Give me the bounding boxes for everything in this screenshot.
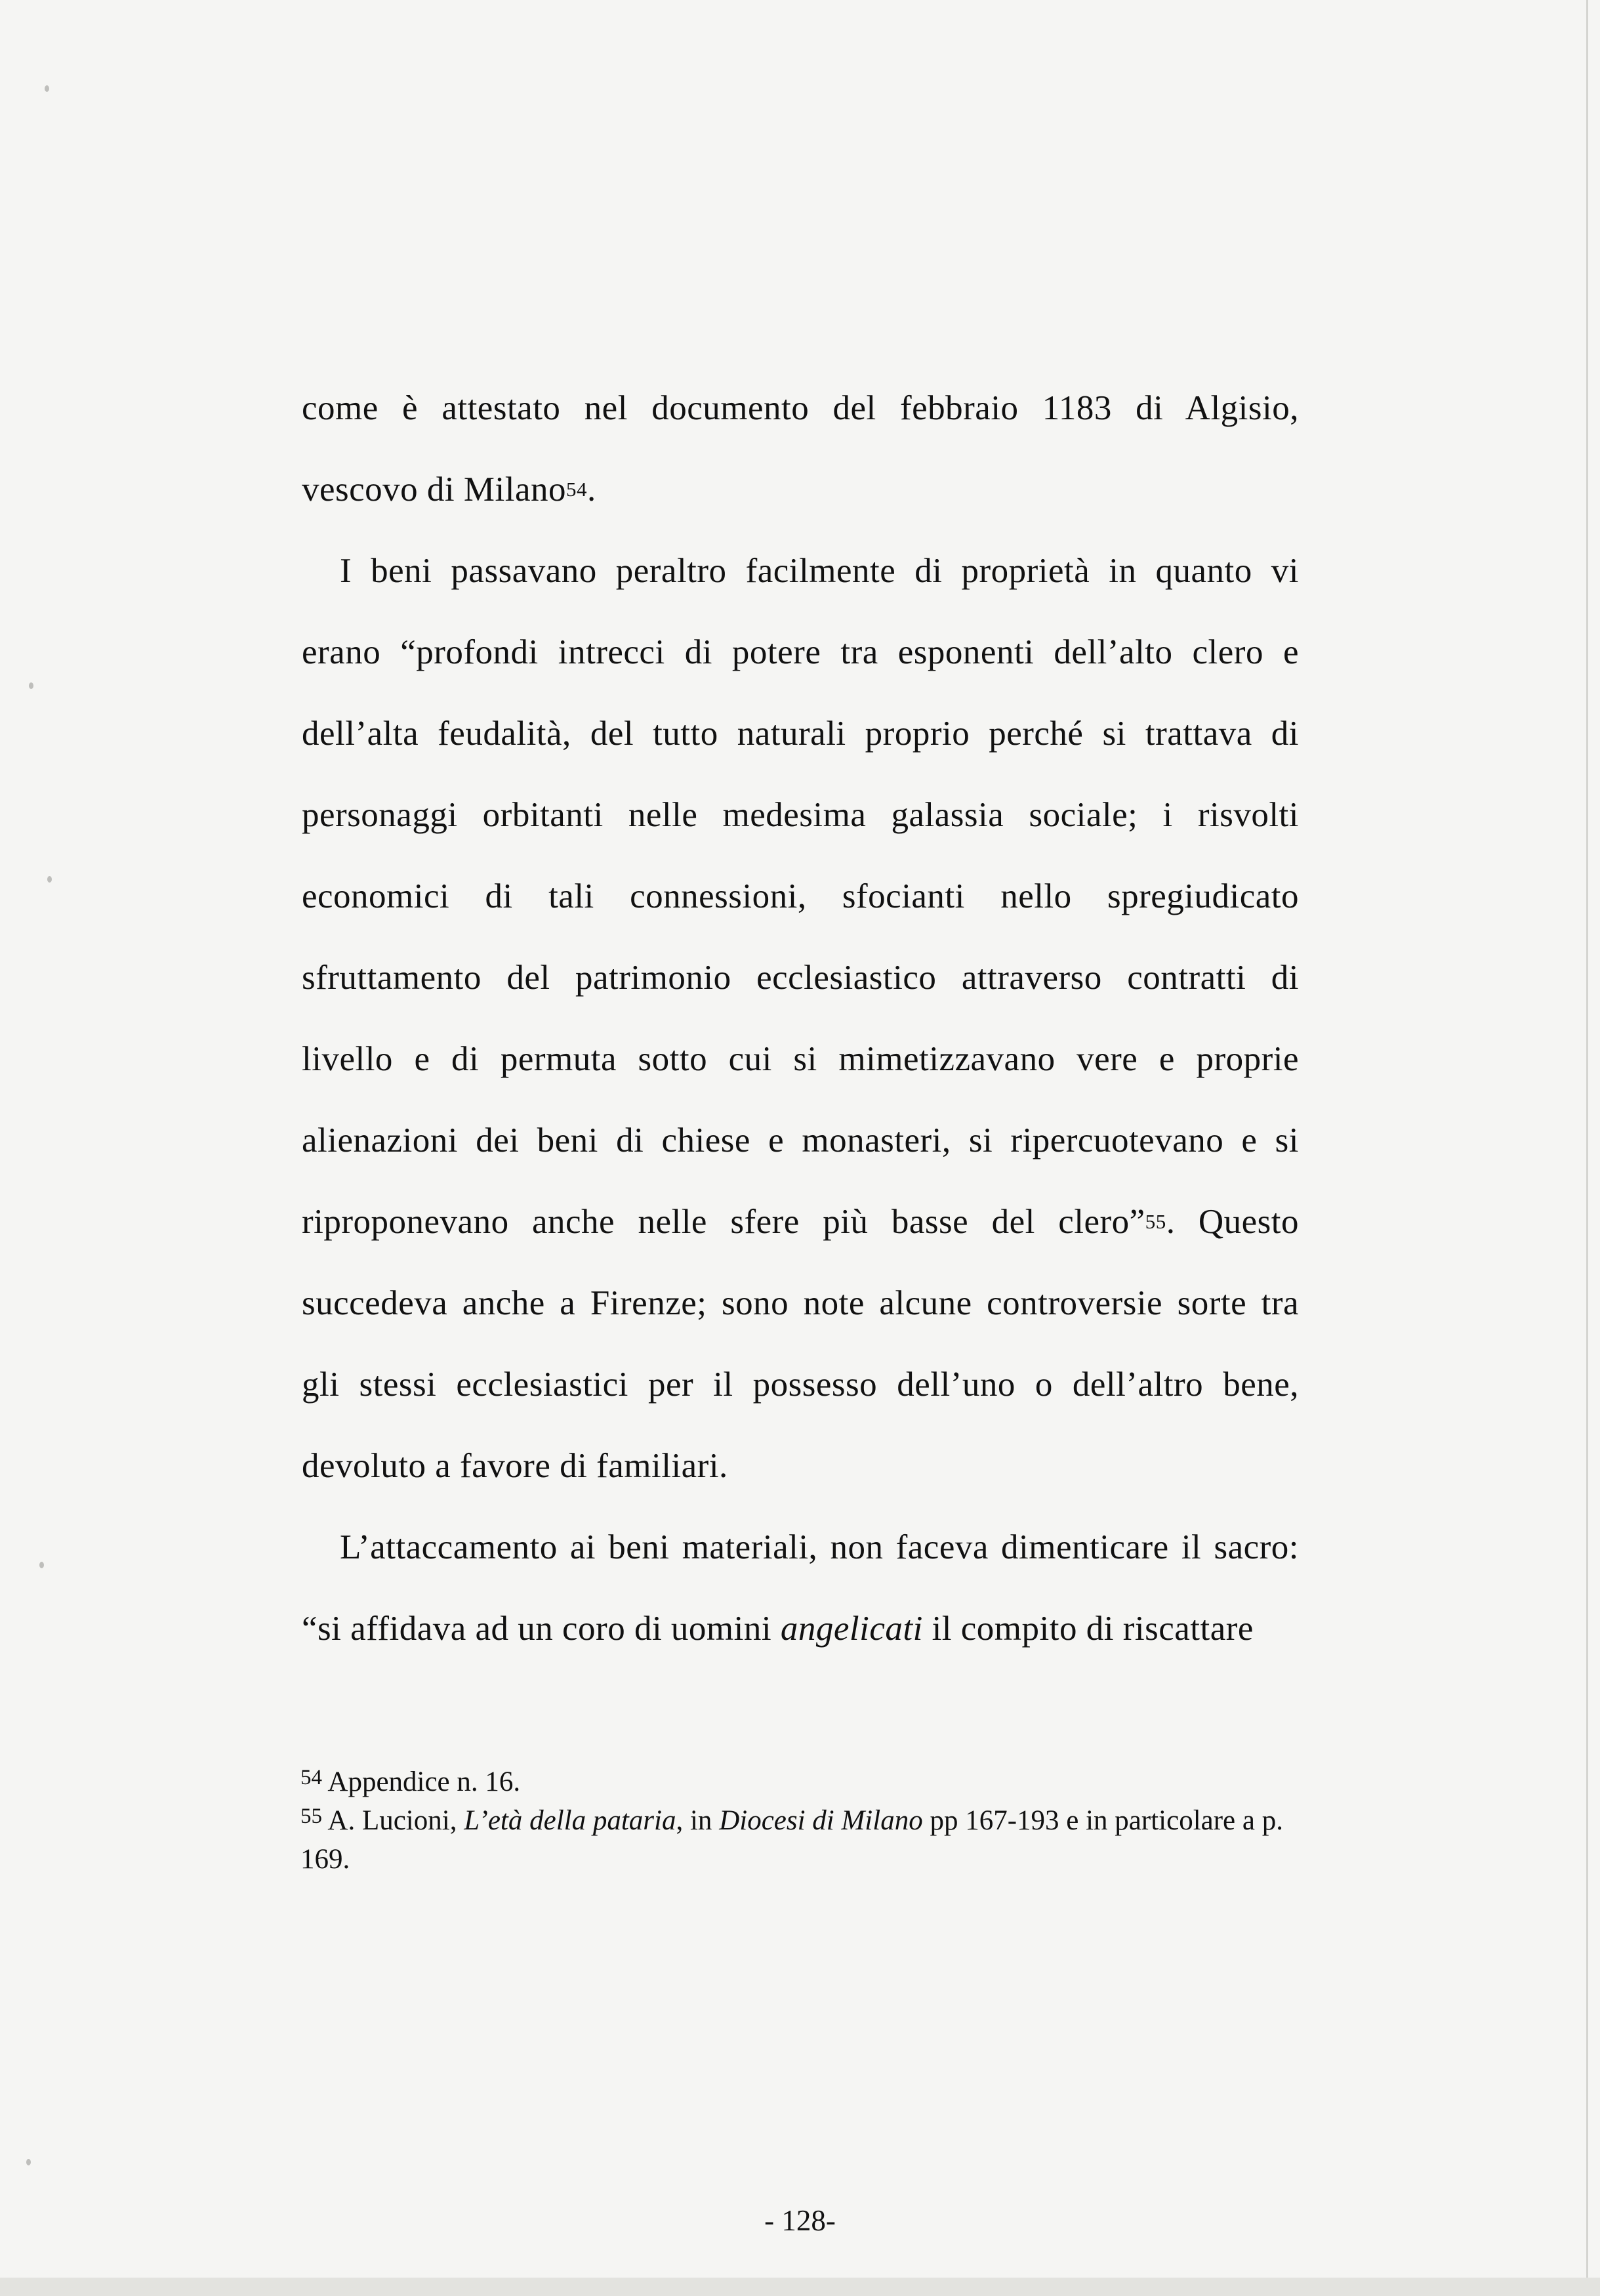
text-run: gli stessi ecclesiastici per il possesso dell’uno o dell’altro bene, [302,1366,1299,1404]
text-run: 169. [300,1844,350,1875]
footnote-number: 55 [300,1805,322,1828]
text-run: personaggi orbitanti nelle medesima galassia sociale; i risvolti [302,796,1299,834]
body-text [302,367,1299,1669]
text-line [302,856,1299,937]
text-run: sfruttamento del patrimonio ecclesiastico attraverso contratti di [302,959,1299,997]
text-line [302,1100,1299,1181]
text-line [302,1181,1299,1263]
text-run: erano “profondi intrecci di potere tra esponenti dell’alto clero e [302,633,1299,671]
binding-hole-mark [45,85,49,92]
text-run: A. Lucioni, [327,1805,464,1836]
text-run: riproponevano anche nelle sfere più basse del clero” [302,1203,1145,1241]
footnote [300,1764,1311,1803]
footnote-reference: 55 [1145,1210,1166,1233]
text-line [302,1507,1299,1588]
text-run: dell’alta feudalità, del tutto naturali proprio perché si trattava di [302,715,1299,753]
text-line [302,612,1299,693]
scan-bottom-band [0,2278,1600,2296]
paragraph [302,367,1299,530]
text-run: . [587,470,596,509]
text-run: come è attestato nel documento del febbraio 1183 di Algisio, [302,389,1299,427]
text-run: pp 167-193 e in particolare a p. [922,1805,1283,1836]
text-line [302,774,1299,856]
text-line [302,1588,1299,1669]
text-run: il compito di riscattare [922,1610,1254,1648]
text-line [302,937,1299,1018]
text-run: . Questo [1166,1203,1299,1241]
text-run: economici di tali connessioni, sfocianti nello spregiudicato [302,877,1299,915]
italic-text: angelicati [780,1610,923,1648]
text-line [302,1263,1299,1344]
text-line [302,530,1299,612]
text-run: “si affidava ad un coro di uomini [302,1610,781,1648]
text-run: alienazioni dei beni di chiese e monasteri, si ripercuotevano e si [302,1121,1299,1159]
binding-hole-mark [47,876,52,883]
page-edge-shadow [1586,0,1588,2296]
text-line [302,1425,1299,1507]
footnotes [300,1764,1311,1877]
text-run: , in [676,1805,720,1836]
binding-hole-mark [26,2159,31,2165]
binding-hole-mark [39,1562,44,1568]
text-run: devoluto a favore di familiari. [302,1447,728,1485]
text-line [302,1018,1299,1100]
page-number: - 128- [764,2204,836,2237]
paragraph [302,1507,1299,1669]
italic-text: L’età della pataria [464,1805,676,1836]
footnote [300,1803,1311,1877]
italic-text: Diocesi di Milano [719,1805,923,1836]
text-run: I beni passavano peraltro facilmente di proprietà in quanto vi [340,552,1299,590]
text-run: L’attaccamento ai beni materiali, non faceva dimenticare il sacro: [340,1528,1299,1566]
footnote-reference: 54 [566,478,587,501]
footnote-line [300,1803,1311,1841]
text-run: Appendice n. 16. [327,1766,521,1797]
footnote-line [300,1841,1311,1877]
text-run: vescovo di Milano [302,470,566,509]
paragraph [302,530,1299,1507]
text-line [302,367,1299,449]
footnote-number: 54 [300,1766,322,1789]
text-run: livello e di permuta sotto cui si mimetizzavano vere e proprie [302,1040,1299,1078]
text-line [302,449,1299,530]
text-run: succedeva anche a Firenze; sono note alcune controversie sorte tra [302,1284,1299,1322]
text-line [302,693,1299,774]
text-line [302,1344,1299,1425]
binding-hole-mark [29,682,33,689]
footnote-line [300,1764,1311,1803]
